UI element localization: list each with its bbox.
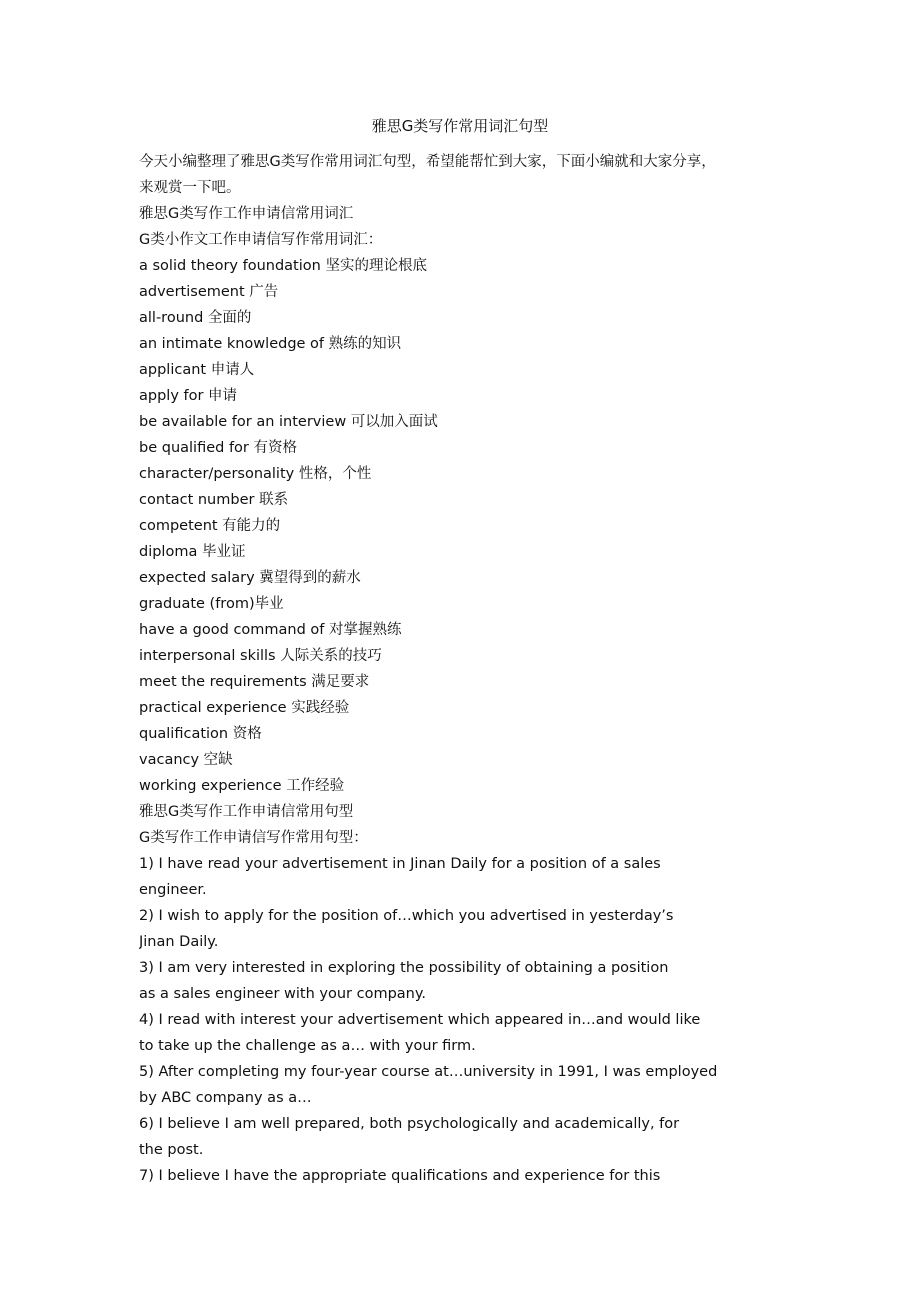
sentence-line: as a sales engineer with your company. — [139, 986, 426, 1002]
vocab-item: have a good command of 对掌握熟练 — [139, 622, 402, 638]
vocab-item: apply for 申请 — [139, 388, 238, 404]
sentence-line: 1) I have read your advertisement in Jinan Daily for a position of a sales — [139, 856, 661, 872]
vocab-item: qualification 资格 — [139, 726, 262, 742]
vocab-item: applicant 申请人 — [139, 362, 255, 378]
vocab-item: working experience 工作经验 — [139, 778, 345, 794]
vocab-item: character/personality 性格，个性 — [139, 466, 372, 482]
sentence-line: 3) I am very interested in exploring the possibility of obtaining a position — [139, 960, 669, 976]
vocab-item: be available for an interview 可以加入面试 — [139, 414, 438, 430]
sentence-line: 4) I read with interest your advertisement which appeared in…and would like — [139, 1012, 701, 1028]
sentence-line: to take up the challenge as a… with your firm. — [139, 1038, 476, 1054]
sentence-line: 5) After completing my four-year course at…university in 1991, I was employed — [139, 1064, 718, 1080]
sentence-line: Jinan Daily. — [139, 934, 219, 950]
sentence-line: the post. — [139, 1142, 204, 1158]
vocab-item: graduate (from)毕业 — [139, 596, 284, 612]
document-title: 雅思G类写作常用词汇句型 — [371, 117, 549, 135]
section-heading: 雅思G类写作工作申请信常用词汇 — [139, 206, 354, 222]
section-heading: 雅思G类写作工作申请信常用句型 — [139, 804, 354, 820]
vocab-item: an intimate knowledge of 熟练的知识 — [139, 336, 402, 352]
document-body — [139, 149, 799, 1189]
section-subheading: G类小作文工作申请信写作常用词汇： — [139, 232, 383, 248]
vocab-item: a solid theory foundation 坚实的理论根底 — [139, 258, 427, 274]
vocab-item: all-round 全面的 — [139, 310, 252, 326]
sentence-line: 7) I believe I have the appropriate qualifications and experience for this — [139, 1168, 661, 1184]
vocab-item: expected salary 冀望得到的薪水 — [139, 570, 361, 586]
vocab-item: be qualified for 有资格 — [139, 440, 297, 456]
paragraph-line: 来观赏一下吧。 — [139, 180, 241, 196]
vocab-item: interpersonal skills 人际关系的技巧 — [139, 648, 382, 664]
vocab-item: practical experience 实践经验 — [139, 700, 350, 716]
paragraph-line: 今天小编整理了雅思G类写作常用词汇句型，希望能帮忙到大家，下面小编就和大家分享， — [139, 154, 716, 170]
vocab-item: contact number 联系 — [139, 492, 289, 508]
vocab-item: meet the requirements 满足要求 — [139, 674, 370, 690]
vocab-item: competent 有能力的 — [139, 518, 281, 534]
sentence-line: by ABC company as a… — [139, 1090, 312, 1106]
sentence-line: 2) I wish to apply for the position of…which you advertised in yesterday’s — [139, 908, 674, 924]
sentence-line: 6) I believe I am well prepared, both psychologically and academically, for — [139, 1116, 680, 1132]
sentence-line: engineer. — [139, 882, 207, 898]
vocab-item: advertisement 广告 — [139, 284, 279, 300]
vocab-item: diploma 毕业证 — [139, 544, 246, 560]
vocab-item: vacancy 空缺 — [139, 752, 233, 768]
section-subheading: G类写作工作申请信写作常用句型： — [139, 830, 368, 846]
